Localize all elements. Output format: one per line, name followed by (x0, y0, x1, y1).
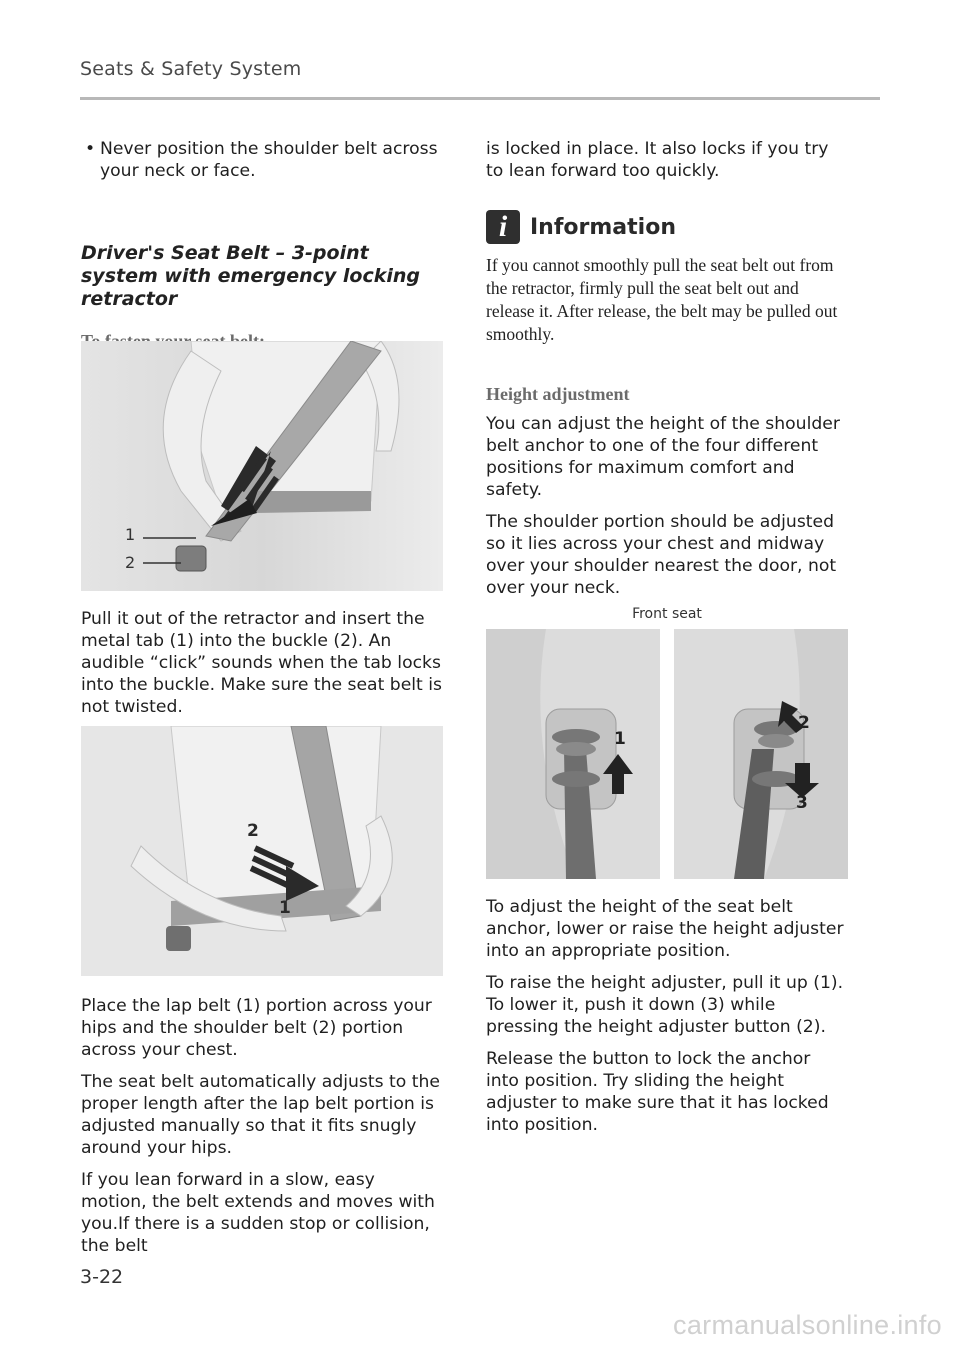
bullet-dot: • (85, 139, 96, 159)
adjuster-up-illustration (486, 629, 660, 879)
figure-label-2: 2 (247, 821, 259, 841)
figure-label-2: 2 (125, 553, 136, 572)
paragraph-lap-belt: Place the lap belt (1) portion across your hips and the shoulder belt (2) portion across your chest. (81, 996, 432, 1060)
lap-belt-illustration (81, 726, 443, 976)
adjuster-down-illustration (674, 629, 848, 879)
left-para-block-1 (81, 608, 443, 728)
figure-height-adjuster-down (674, 629, 848, 879)
bullet-item (81, 138, 443, 182)
bullet-text: Never position the shoulder belt across your neck or face. (100, 139, 438, 181)
paragraph-insert-tab: Pull it out of the retractor and insert the metal tab (1) into the buckle (2). An audible “click” sounds when the tab locks into the buckle. Make sure the seat belt is not twisted. (81, 609, 442, 717)
paragraph-lean-forward: If you lean forward in a slow, easy motion, the belt extends and moves with you.If there is a sudden stop or collision, the belt (81, 1170, 435, 1256)
paragraph-auto-adjust: The seat belt automatically adjusts to the proper length after the lap belt portion is adjusted manually so that it fits snugly around your hips. (81, 1072, 440, 1158)
figure-label-1: 1 (125, 525, 136, 544)
information-text: If you cannot smoothly pull the seat belt out from the retractor, firmly pull the seat belt out and release it. After release, the belt may be pulled out smoothly. (486, 255, 838, 344)
info-icon: i (486, 210, 520, 244)
right-para-block-2 (486, 896, 848, 1146)
paragraph-height-adjust: You can adjust the height of the shoulder belt anchor to one of the four different positions for maximum comfort and safety. (486, 414, 840, 500)
paragraph-shoulder-position: The shoulder portion should be adjusted so it lies across your chest and midway over your shoulder nearest the door, not over your neck. (486, 512, 837, 598)
figure-caption-front-seat: Front seat (632, 606, 702, 622)
figure-label-2: 2 (798, 713, 810, 733)
subheading-height-adjustment: Height adjustment (486, 384, 630, 404)
header-divider (80, 97, 880, 100)
figure-lap-belt (81, 726, 443, 976)
page-number: 3-22 (80, 1266, 124, 1288)
paragraph-locked-continued: is locked in place. It also locks if you try to lean forward too quickly. (486, 139, 829, 181)
section-heading: Driver's Seat Belt – 3-point system with emergency locking retractor (81, 242, 420, 310)
paragraph-lower-raise: To adjust the height of the seat belt anchor, lower or raise the height adjuster into an appropriate position. (486, 897, 844, 961)
watermark: carmanualsonline.info (673, 1310, 942, 1340)
figure-height-adjuster-up (486, 629, 660, 879)
page-header-title: Seats & Safety System (80, 58, 302, 80)
figure-label-1: 1 (614, 729, 626, 749)
fasten-belt-illustration (81, 341, 443, 591)
information-header (486, 210, 848, 244)
figure-label-1: 1 (279, 898, 291, 918)
right-column (486, 138, 848, 609)
left-para-block-2 (81, 995, 443, 1267)
figure-fasten-belt (81, 341, 443, 591)
figure-label-3: 3 (796, 793, 808, 813)
paragraph-raise-lower-steps: To raise the height adjuster, pull it up (1). To lower it, push it down (3) while pressing the height adjuster button (2). (486, 973, 844, 1037)
information-title: Information (530, 214, 676, 240)
paragraph-release-button: Release the button to lock the anchor into position. Try sliding the height adjuster to make sure that it has locked into position. (486, 1049, 829, 1135)
left-column (81, 138, 443, 352)
